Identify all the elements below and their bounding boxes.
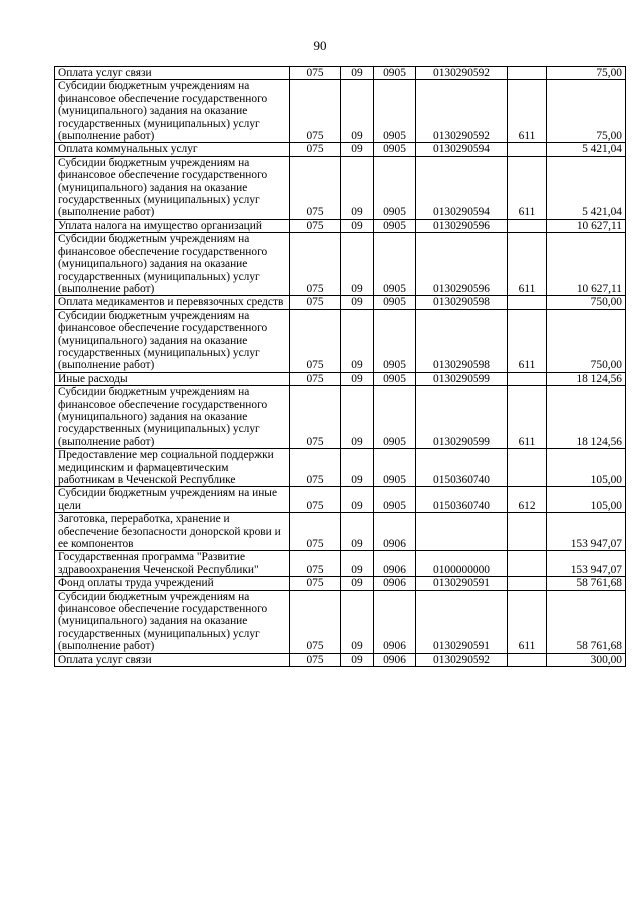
- budget-table-body: [55, 67, 626, 667]
- subsection-code-cell: 0906: [374, 577, 416, 590]
- administrator-code-cell: 075: [290, 80, 341, 143]
- amount-cell: 58 761,68: [547, 590, 626, 653]
- target-article-cell: 0130290591: [416, 577, 508, 590]
- administrator-code-cell: 075: [290, 590, 341, 653]
- subsection-code-cell: 0905: [374, 449, 416, 487]
- section-code-cell: 09: [341, 219, 374, 232]
- section-code-cell: 09: [341, 551, 374, 577]
- section-code-cell: 09: [341, 80, 374, 143]
- amount-cell: 153 947,07: [547, 513, 626, 551]
- administrator-code-cell: 075: [290, 156, 341, 219]
- expense-type-cell: 611: [508, 590, 547, 653]
- expense-type-cell: 611: [508, 156, 547, 219]
- amount-cell: 750,00: [547, 309, 626, 372]
- amount-cell: 105,00: [547, 487, 626, 513]
- table-row: [55, 67, 626, 80]
- administrator-code-cell: 075: [290, 219, 341, 232]
- section-code-cell: 09: [341, 67, 374, 80]
- page-number: 90: [313, 38, 327, 53]
- target-article-cell: 0130290598: [416, 309, 508, 372]
- expense-name-cell: Субсидии бюджетным учреждениям на финансовое обеспечение государственного (муниципального) задания на оказание государственных (муниципальных) услуг (выполнение работ): [55, 156, 290, 219]
- target-article-cell: 0130290592: [416, 67, 508, 80]
- table-row: [55, 296, 626, 309]
- amount-cell: 5 421,04: [547, 156, 626, 219]
- section-code-cell: 09: [341, 653, 374, 666]
- expense-name-cell: Оплата услуг связи: [55, 67, 290, 80]
- section-code-cell: 09: [341, 449, 374, 487]
- table-row: [55, 219, 626, 232]
- target-article-cell: 0150360740: [416, 487, 508, 513]
- section-code-cell: 09: [341, 372, 374, 385]
- table-row: [55, 577, 626, 590]
- section-code-cell: 09: [341, 386, 374, 449]
- expense-type-cell: [508, 577, 547, 590]
- section-code-cell: 09: [341, 156, 374, 219]
- table-row: [55, 143, 626, 156]
- target-article-cell: 0130290599: [416, 372, 508, 385]
- expense-name-cell: Субсидии бюджетным учреждениям на финансовое обеспечение государственного (муниципального) задания на оказание государственных (муниципальных) услуг (выполнение работ): [55, 590, 290, 653]
- expense-type-cell: [508, 296, 547, 309]
- expense-type-cell: 612: [508, 487, 547, 513]
- target-article-cell: [416, 513, 508, 551]
- target-article-cell: 0130290592: [416, 80, 508, 143]
- expense-type-cell: [508, 653, 547, 666]
- subsection-code-cell: 0905: [374, 67, 416, 80]
- expense-type-cell: 611: [508, 233, 547, 296]
- administrator-code-cell: 075: [290, 551, 341, 577]
- target-article-cell: 0130290596: [416, 233, 508, 296]
- target-article-cell: 0130290594: [416, 156, 508, 219]
- administrator-code-cell: 075: [290, 67, 341, 80]
- expense-type-cell: 611: [508, 386, 547, 449]
- table-row: [55, 372, 626, 385]
- subsection-code-cell: 0905: [374, 233, 416, 296]
- table-row: [55, 590, 626, 653]
- administrator-code-cell: 075: [290, 233, 341, 296]
- amount-cell: 300,00: [547, 653, 626, 666]
- expense-type-cell: [508, 143, 547, 156]
- section-code-cell: 09: [341, 513, 374, 551]
- administrator-code-cell: 075: [290, 487, 341, 513]
- subsection-code-cell: 0905: [374, 143, 416, 156]
- table-row: [55, 309, 626, 372]
- subsection-code-cell: 0905: [374, 219, 416, 232]
- target-article-cell: 0130290594: [416, 143, 508, 156]
- expense-type-cell: [508, 551, 547, 577]
- expense-name-cell: Субсидии бюджетным учреждениям на финансовое обеспечение государственного (муниципального) задания на оказание государственных (муниципальных) услуг (выполнение работ): [55, 233, 290, 296]
- table-row: [55, 487, 626, 513]
- target-article-cell: 0130290591: [416, 590, 508, 653]
- section-code-cell: 09: [341, 296, 374, 309]
- amount-cell: 75,00: [547, 67, 626, 80]
- subsection-code-cell: 0905: [374, 80, 416, 143]
- expense-name-cell: Субсидии бюджетным учреждениям на финансовое обеспечение государственного (муниципального) задания на оказание государственных (муниципальных) услуг (выполнение работ): [55, 386, 290, 449]
- expense-name-cell: Уплата налога на имущество организаций: [55, 219, 290, 232]
- subsection-code-cell: 0905: [374, 386, 416, 449]
- amount-cell: 18 124,56: [547, 372, 626, 385]
- expense-name-cell: Заготовка, переработка, хранение и обеспечение безопасности донорской крови и ее компонентов: [55, 513, 290, 551]
- expense-name-cell: Субсидии бюджетным учреждениям на финансовое обеспечение государственного (муниципального) задания на оказание государственных (муниципальных) услуг (выполнение работ): [55, 309, 290, 372]
- expense-name-cell: Иные расходы: [55, 372, 290, 385]
- subsection-code-cell: 0905: [374, 309, 416, 372]
- section-code-cell: 09: [341, 143, 374, 156]
- target-article-cell: 0100000000: [416, 551, 508, 577]
- amount-cell: 105,00: [547, 449, 626, 487]
- table-row: [55, 386, 626, 449]
- subsection-code-cell: 0905: [374, 487, 416, 513]
- section-code-cell: 09: [341, 577, 374, 590]
- administrator-code-cell: 075: [290, 386, 341, 449]
- expense-name-cell: Предоставление мер социальной поддержки медицинским и фармацевтическим работникам в Чеченской Республике: [55, 449, 290, 487]
- expense-name-cell: Оплата коммунальных услуг: [55, 143, 290, 156]
- section-code-cell: 09: [341, 233, 374, 296]
- expense-name-cell: Фонд оплаты труда учреждений: [55, 577, 290, 590]
- expense-type-cell: 611: [508, 309, 547, 372]
- table-row: [55, 156, 626, 219]
- subsection-code-cell: 0905: [374, 296, 416, 309]
- administrator-code-cell: 075: [290, 309, 341, 372]
- target-article-cell: 0130290592: [416, 653, 508, 666]
- expense-type-cell: [508, 449, 547, 487]
- subsection-code-cell: 0906: [374, 513, 416, 551]
- expense-name-cell: Субсидии бюджетным учреждениям на иные цели: [55, 487, 290, 513]
- administrator-code-cell: 075: [290, 372, 341, 385]
- expense-type-cell: [508, 372, 547, 385]
- administrator-code-cell: 075: [290, 513, 341, 551]
- table-row: [55, 551, 626, 577]
- expense-name-cell: Оплата медикаментов и перевязочных средств: [55, 296, 290, 309]
- table-row: [55, 80, 626, 143]
- amount-cell: 750,00: [547, 296, 626, 309]
- amount-cell: 5 421,04: [547, 143, 626, 156]
- target-article-cell: 0130290598: [416, 296, 508, 309]
- target-article-cell: 0130290599: [416, 386, 508, 449]
- table-row: [55, 449, 626, 487]
- budget-table: [54, 66, 626, 667]
- amount-cell: 10 627,11: [547, 233, 626, 296]
- subsection-code-cell: 0906: [374, 590, 416, 653]
- amount-cell: 75,00: [547, 80, 626, 143]
- amount-cell: 58 761,68: [547, 577, 626, 590]
- target-article-cell: 0130290596: [416, 219, 508, 232]
- subsection-code-cell: 0906: [374, 653, 416, 666]
- administrator-code-cell: 075: [290, 296, 341, 309]
- expense-type-cell: [508, 219, 547, 232]
- amount-cell: 18 124,56: [547, 386, 626, 449]
- section-code-cell: 09: [341, 590, 374, 653]
- table-row: [55, 513, 626, 551]
- subsection-code-cell: 0905: [374, 372, 416, 385]
- administrator-code-cell: 075: [290, 577, 341, 590]
- expense-name-cell: Субсидии бюджетным учреждениям на финансовое обеспечение государственного (муниципального) задания на оказание государственных (муниципальных) услуг (выполнение работ): [55, 80, 290, 143]
- expense-type-cell: [508, 67, 547, 80]
- section-code-cell: 09: [341, 309, 374, 372]
- subsection-code-cell: 0906: [374, 551, 416, 577]
- administrator-code-cell: 075: [290, 449, 341, 487]
- amount-cell: 10 627,11: [547, 219, 626, 232]
- administrator-code-cell: 075: [290, 653, 341, 666]
- subsection-code-cell: 0905: [374, 156, 416, 219]
- administrator-code-cell: 075: [290, 143, 341, 156]
- expense-name-cell: Государственная программа "Развитие здравоохранения Чеченской Республики": [55, 551, 290, 577]
- table-row: [55, 233, 626, 296]
- expense-type-cell: 611: [508, 80, 547, 143]
- section-code-cell: 09: [341, 487, 374, 513]
- target-article-cell: 0150360740: [416, 449, 508, 487]
- amount-cell: 153 947,07: [547, 551, 626, 577]
- expense-name-cell: Оплата услуг связи: [55, 653, 290, 666]
- expense-type-cell: [508, 513, 547, 551]
- table-row: [55, 653, 626, 666]
